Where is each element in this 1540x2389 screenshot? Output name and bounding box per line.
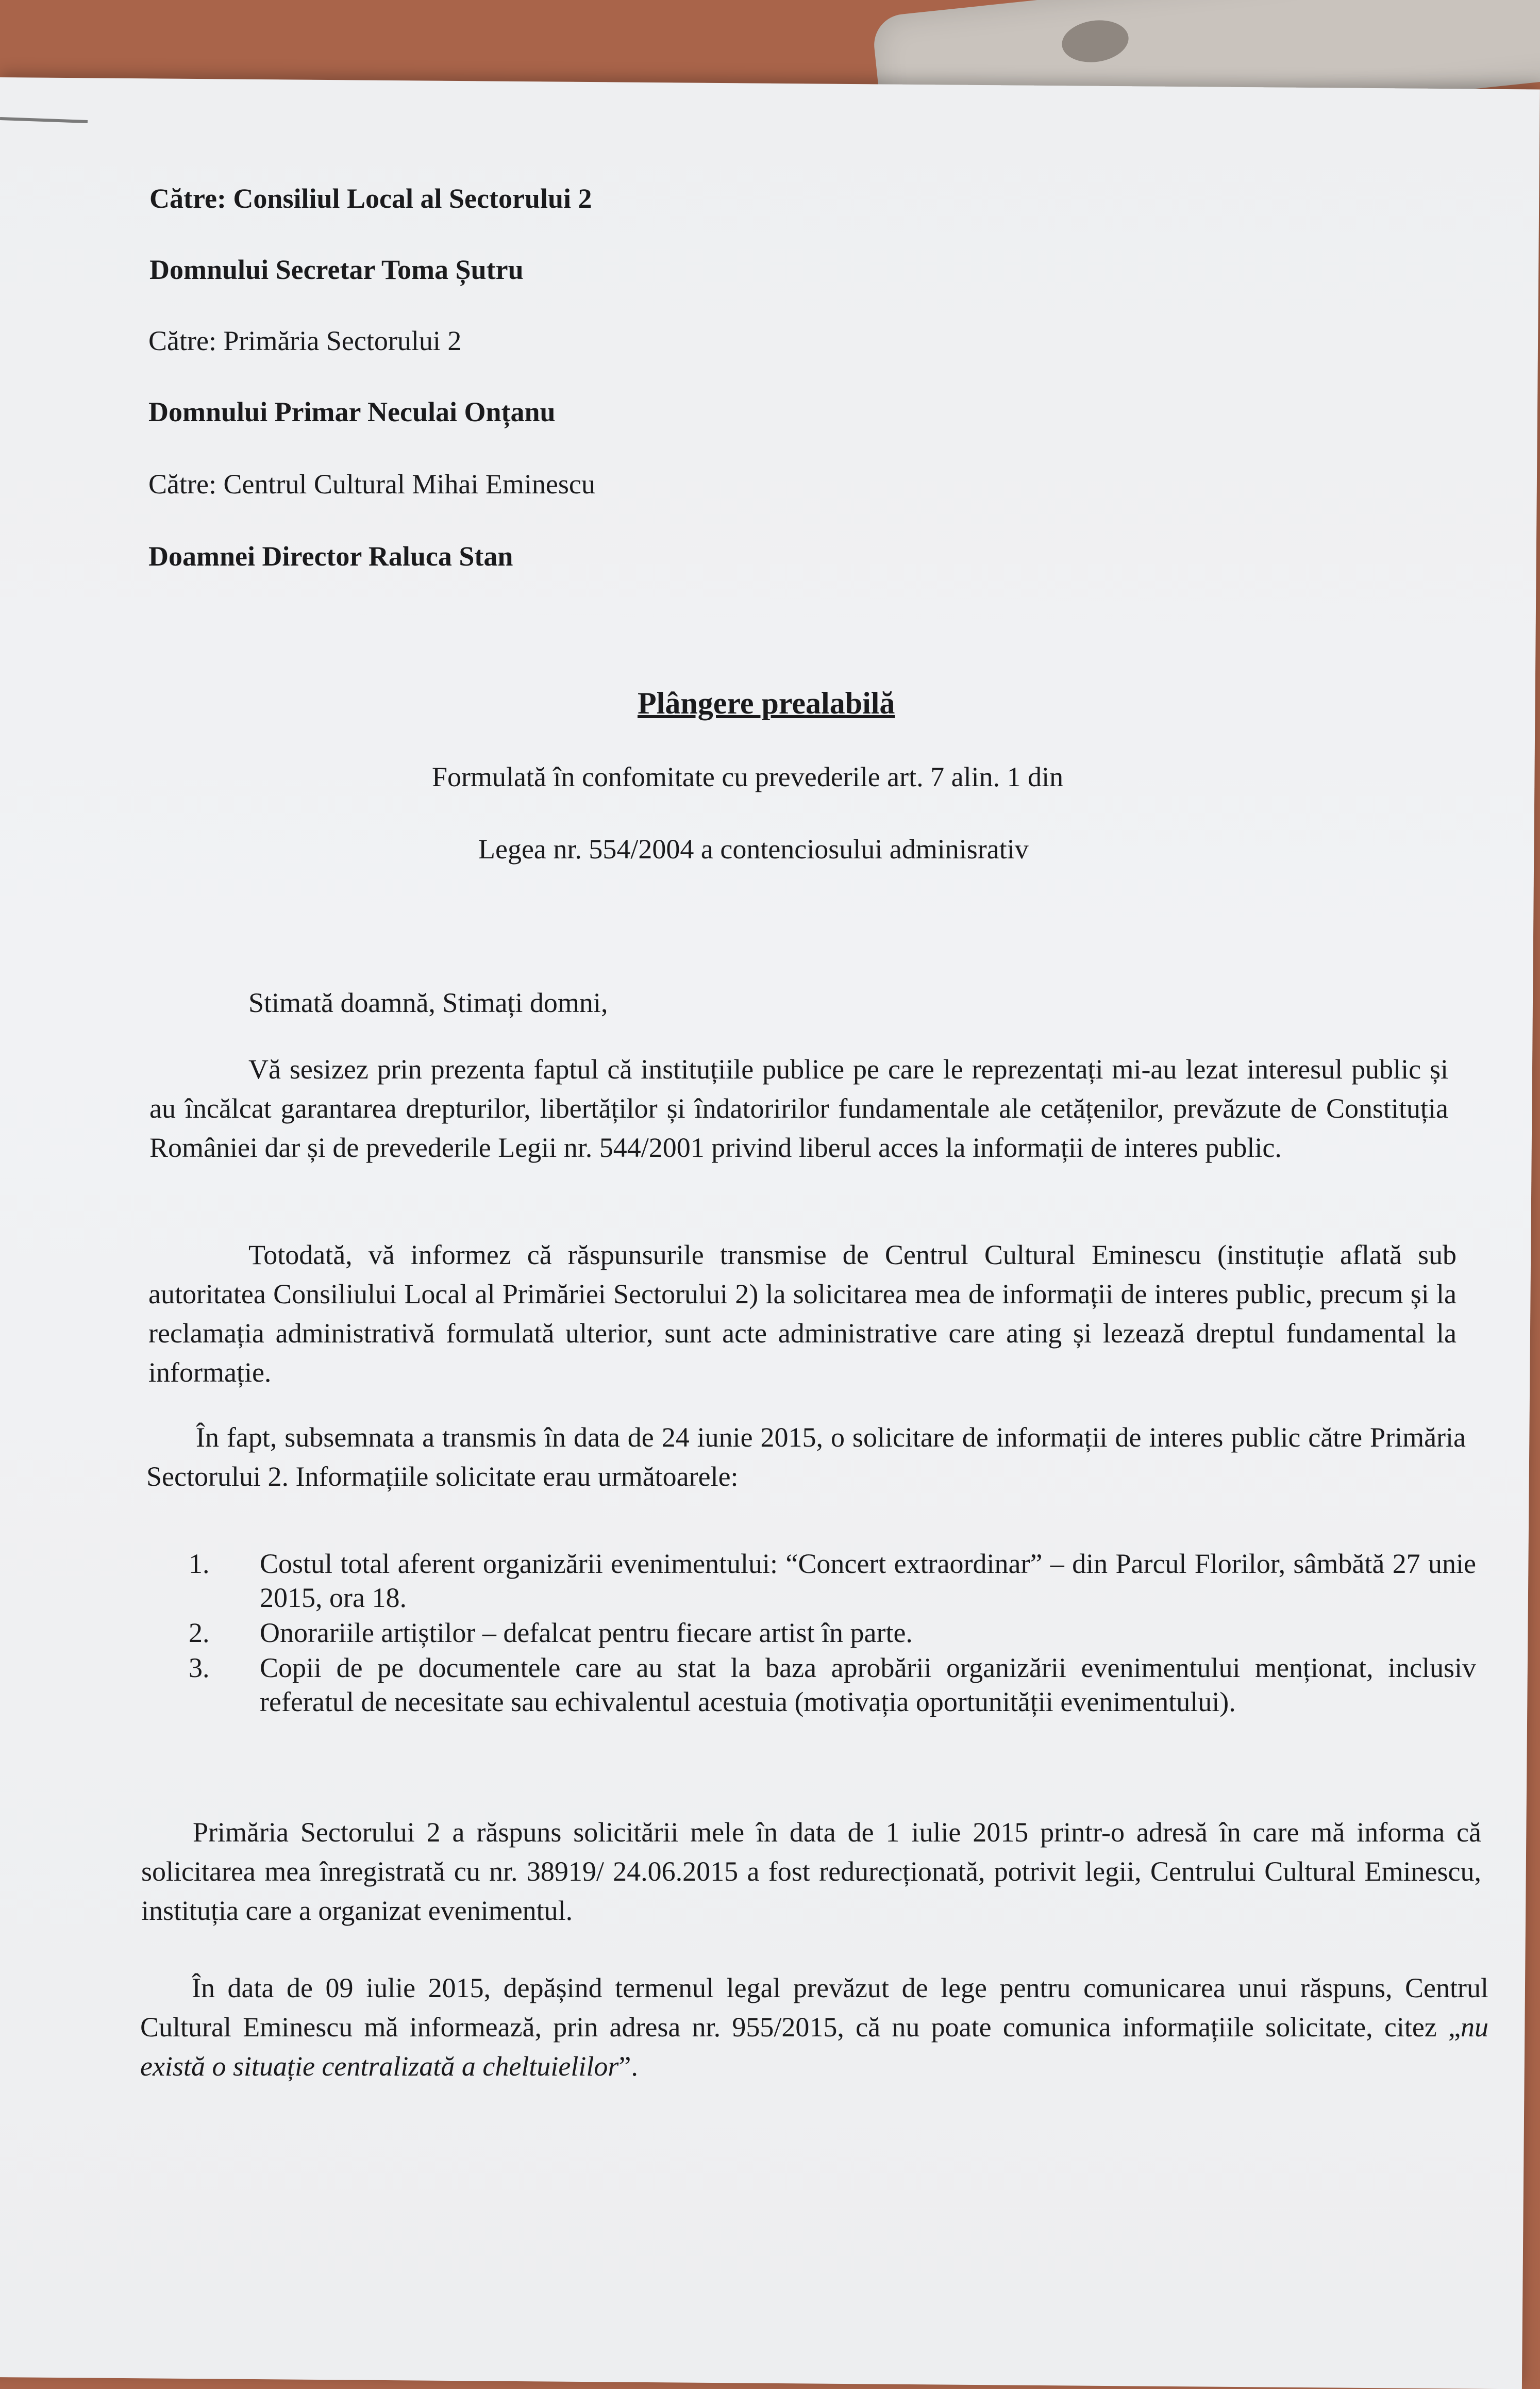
recipient-line: Domnului Secretar Toma Șutru xyxy=(149,254,524,285)
paragraph xyxy=(148,1235,1457,1392)
paragraph xyxy=(146,1418,1466,1496)
numbered-list xyxy=(146,1547,1476,1720)
list-item xyxy=(146,1547,1476,1615)
list-number: 2. xyxy=(189,1617,210,1648)
paragraph-text xyxy=(140,1968,1488,2086)
recipient-line: Către: Primăria Sectorului 2 xyxy=(148,325,462,356)
paragraph-text: Vă sesizez prin prezenta faptul că instituțiile publice pe care le reprezentați mi-au lezat interesul public și au încălcat garantarea drepturilor, libertăților și îndatoririlor fundamentale ale cetățenilor, prevăzute de Constituția României dar și de prevederile Legii nr. 544/2001 privind liberul acces la informații de interes public. xyxy=(149,1054,1448,1163)
recipient-line: Doamnei Director Raluca Stan xyxy=(148,541,513,572)
salutation: Stimată doamnă, Stimați domni, xyxy=(248,987,608,1018)
paragraph-text-end: ”. xyxy=(618,2051,638,2082)
paragraph-text: Primăria Sectorului 2 a răspuns solicitării mele în data de 1 iulie 2015 printr-o adresă în care mă informa că solicitarea mea înregistrată cu nr. 38919/ 24.06.2015 a fost redurecționată, potrivit legii, Centrului Cultural Eminescu, instituția care a organizat evenimentul. xyxy=(141,1817,1481,1926)
list-number: 1. xyxy=(189,1548,210,1579)
paragraph-text: Totodată, vă informez că răspunsurile transmise de Centrul Cultural Eminescu (instituție aflată sub autoritatea Consiliului Local al Primăriei Sectorului 2) la solicitarea mea de informații de interes public, precum și la reclamația administrativă formulată ulterior, sunt acte administrative care ating și lezează dreptul fundamental la informație. xyxy=(148,1239,1457,1388)
paragraph xyxy=(149,1050,1448,1167)
list-number: 3. xyxy=(189,1652,210,1683)
recipient-line: Către: Centrul Cultural Mihai Eminescu xyxy=(148,469,595,500)
subtitle-line: Formulată în confomitate cu prevederile art. 7 alin. 1 din xyxy=(432,761,1064,792)
list-item xyxy=(146,1616,1476,1650)
list-item xyxy=(146,1651,1476,1719)
subtitle-line: Legea nr. 554/2004 a contenciosului adminisrativ xyxy=(478,834,1029,865)
quoted-text: nu există o situație centralizată a cheltuielilor xyxy=(140,2012,1488,2082)
list-text: Onorariile artiștilor – defalcat pentru fiecare artist în parte. xyxy=(260,1617,913,1648)
paragraph xyxy=(141,1813,1481,1930)
recipient-line: Către: Consiliul Local al Sectorului 2 xyxy=(149,183,592,214)
paragraph-text: În fapt, subsemnata a transmis în data de 24 iunie 2015, o solicitare de informații de interes public către Primăria Sectorului 2. Informațiile solicitate erau următoarele: xyxy=(146,1422,1466,1492)
paragraph xyxy=(140,1968,1488,2086)
list-text: Costul total aferent organizării evenimentului: “Concert extraordinar” – din Parcul Florilor, sâmbătă 27 unie 2015, ora 18. xyxy=(260,1548,1476,1613)
paragraph-text-main: În data de 09 iulie 2015, depășind termenul legal prevăzut de lege pentru comunicarea unui răspuns, Centrul Cultural Eminescu mă informează, prin adresa nr. 955/2015, că nu poate comunica informațiile solicitate, citez „ xyxy=(140,1972,1488,2043)
list-text: Copii de pe documentele care au stat la baza aprobării organizării evenimentului menționat, inclusiv referatul de necesitate sau echivalentul acestuia (motivația oportunității evenimentului). xyxy=(260,1652,1476,1717)
recipient-line: Domnului Primar Neculai Onțanu xyxy=(148,396,556,427)
document-title: Plângere prealabilă xyxy=(638,686,895,720)
